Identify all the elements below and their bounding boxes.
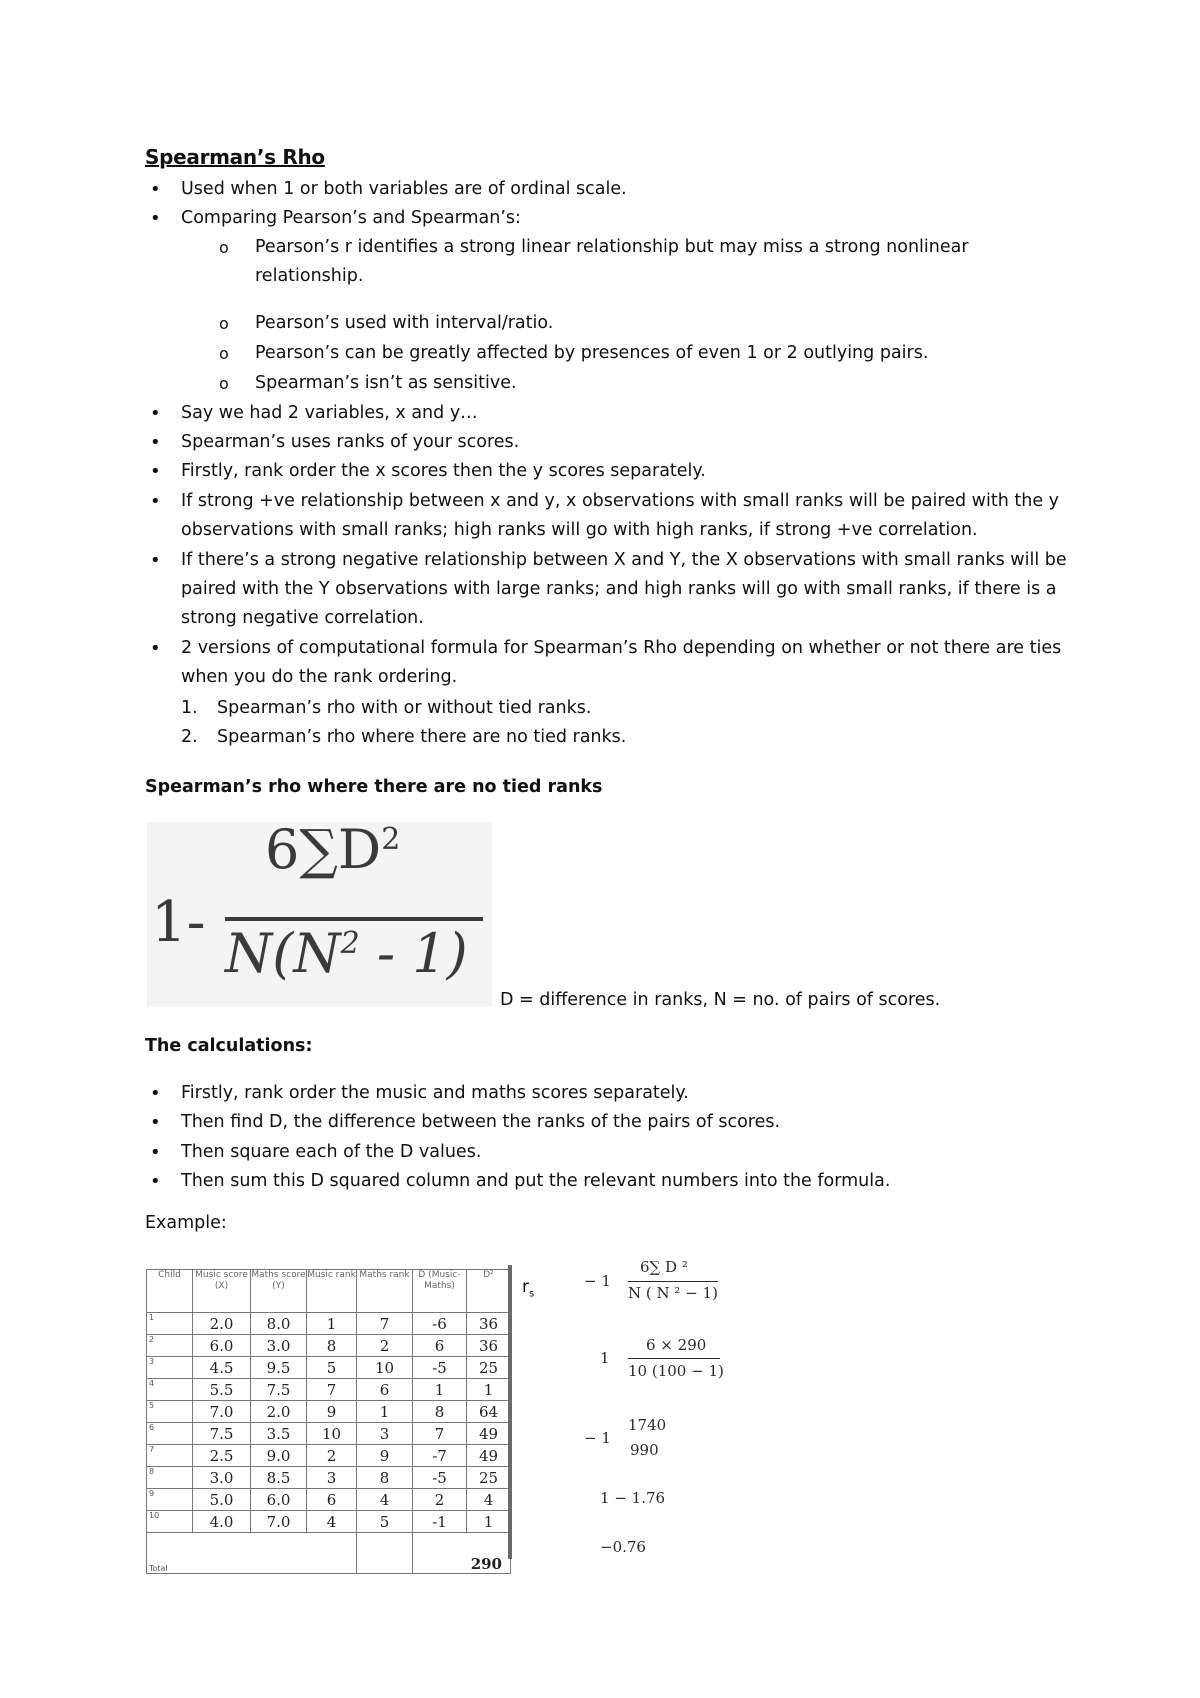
bullet-text: Firstly, rank order the x scores then the y scores separately.	[181, 461, 706, 481]
sub-bullet-text: Spearman’s isn’t as sensitive.	[255, 373, 517, 393]
table-cell: 4.5	[193, 1357, 251, 1379]
table-header-cell: Child	[147, 1270, 193, 1313]
table-row	[147, 1467, 511, 1489]
table-cell: 6	[357, 1379, 413, 1401]
table-cell: 7.5	[193, 1423, 251, 1445]
derivation-step1-bar	[628, 1281, 718, 1282]
table-total-value: 290	[413, 1533, 511, 1574]
table-child-cell: 7	[147, 1445, 193, 1467]
table-cell: 4	[357, 1489, 413, 1511]
section-heading-calculations: The calculations:	[145, 1036, 313, 1056]
sub-bullet-marker: o	[219, 374, 229, 393]
table-cell: 6	[307, 1489, 357, 1511]
table-child-cell: 2	[147, 1335, 193, 1357]
calc-table	[146, 1269, 511, 1574]
table-cell: 5	[307, 1357, 357, 1379]
table-cell: 2	[413, 1489, 467, 1511]
table-cell: 2	[307, 1445, 357, 1467]
bullet-text: Then square each of the D values.	[181, 1142, 482, 1162]
derivation-step1-lead: − 1	[584, 1272, 611, 1290]
table-edge	[508, 1265, 512, 1559]
bullet-text: Spearman’s uses ranks of your scores.	[181, 432, 520, 452]
derivation-step2-denominator: 10 (100 − 1)	[628, 1362, 724, 1380]
table-cell: 1	[307, 1313, 357, 1335]
table-header-cell: Music rank	[307, 1270, 357, 1313]
table-cell: 7	[413, 1423, 467, 1445]
rs-label	[522, 1277, 534, 1299]
bullet-marker: •	[150, 638, 161, 659]
table-cell: 10	[307, 1423, 357, 1445]
bullet-marker: •	[150, 208, 161, 229]
table-cell: 49	[467, 1423, 511, 1445]
formula-caption: D = difference in ranks, N = no. of pairs of scores.	[500, 990, 941, 1010]
spearman-formula-image	[147, 818, 492, 1007]
table-row	[147, 1423, 511, 1445]
bullet-marker: •	[150, 1083, 161, 1104]
table-cell: 3	[307, 1467, 357, 1489]
table-header-row	[147, 1270, 511, 1313]
derivation-step2-lead: 1	[600, 1349, 610, 1367]
table-cell: 36	[467, 1313, 511, 1335]
bullet-marker: •	[150, 403, 161, 424]
table-cell: 9	[357, 1445, 413, 1467]
formula-denominator-exponent: 2	[340, 926, 360, 961]
table-total-spacer	[357, 1533, 413, 1574]
table-row	[147, 1511, 511, 1533]
table-row	[147, 1335, 511, 1357]
bullet-marker: •	[150, 1142, 161, 1163]
bullet-marker: •	[150, 179, 161, 200]
bullet-text: Used when 1 or both variables are of ordinal scale.	[181, 179, 627, 199]
table-total-label: Total	[147, 1533, 357, 1574]
formula-denominator-text: N(N	[225, 922, 341, 985]
table-child-cell: 8	[147, 1467, 193, 1489]
section-heading-no-ties: Spearman’s rho where there are no tied ranks	[145, 777, 603, 797]
formula-numerator	[265, 818, 400, 881]
table-cell: 1	[357, 1401, 413, 1423]
example-table	[146, 1269, 510, 1573]
number-marker: 1.	[181, 698, 198, 718]
table-cell: 8	[357, 1467, 413, 1489]
rs-symbol: r	[522, 1277, 529, 1297]
derivation-step3-lead: − 1	[584, 1429, 611, 1447]
sub-bullet-marker: o	[219, 238, 229, 257]
table-cell: 6.0	[193, 1335, 251, 1357]
table-child-cell: 1	[147, 1313, 193, 1335]
table-cell: 10	[357, 1357, 413, 1379]
table-header-cell: D²	[467, 1270, 511, 1313]
table-cell: 3.0	[251, 1335, 307, 1357]
table-cell: 2	[357, 1335, 413, 1357]
table-child-cell: 9	[147, 1489, 193, 1511]
table-cell: 25	[467, 1357, 511, 1379]
table-cell: 49	[467, 1445, 511, 1467]
bullet-marker: •	[150, 550, 161, 571]
sub-bullet-text: Pearson’s can be greatly affected by presences of even 1 or 2 outlying pairs.	[255, 343, 929, 363]
table-cell: -1	[413, 1511, 467, 1533]
sub-bullet-text: Pearson’s used with interval/ratio.	[255, 313, 554, 333]
table-child-cell: 4	[147, 1379, 193, 1401]
table-cell: 5.5	[193, 1379, 251, 1401]
table-cell: 4	[467, 1489, 511, 1511]
table-child-cell: 3	[147, 1357, 193, 1379]
derivation-step1-denominator: N ( N ² − 1)	[628, 1284, 718, 1302]
bullet-text: Then find D, the difference between the ranks of the pairs of scores.	[181, 1112, 781, 1132]
table-cell: 6.0	[251, 1489, 307, 1511]
table-cell: 3	[357, 1423, 413, 1445]
table-cell: 9.5	[251, 1357, 307, 1379]
table-cell: 25	[467, 1467, 511, 1489]
bullet-text: Then sum this D squared column and put the relevant numbers into the formula.	[181, 1171, 891, 1191]
formula-fraction-bar	[225, 917, 483, 921]
bullet-marker: •	[150, 1171, 161, 1192]
table-row	[147, 1489, 511, 1511]
table-cell: 2.5	[193, 1445, 251, 1467]
table-header-cell: Music score (X)	[193, 1270, 251, 1313]
table-cell: 8	[413, 1401, 467, 1423]
bullet-marker: •	[150, 432, 161, 453]
derivation-step4: 1 − 1.76	[600, 1489, 666, 1507]
formula-denominator	[225, 922, 468, 985]
example-label: Example:	[145, 1213, 227, 1233]
table-cell: 7.0	[251, 1511, 307, 1533]
table-cell: 5.0	[193, 1489, 251, 1511]
bullet-marker: •	[150, 461, 161, 482]
bullet-text: Say we had 2 variables, x and y…	[181, 403, 478, 423]
derivation-step3-numerator: 1740	[628, 1416, 667, 1434]
table-cell: 5	[357, 1511, 413, 1533]
sub-bullet-marker: o	[219, 344, 229, 363]
sub-bullet-marker: o	[219, 314, 229, 333]
derivation-step3-denominator: 990	[630, 1441, 659, 1459]
page-title: Spearman’s Rho	[145, 145, 325, 169]
bullet-text: If there’s a strong negative relationship between X and Y, the X observations with small ranks will be paired with the Y observations with large ranks; and high ranks will go with small ranks, if there is a strong negative correlation.	[181, 550, 1067, 628]
table-cell: 8	[307, 1335, 357, 1357]
bullet-text: 2 versions of computational formula for Spearman’s Rho depending on whether or not there are ties when you do the rank ordering.	[181, 638, 1062, 687]
table-cell: 64	[467, 1401, 511, 1423]
derivation-step2-numerator: 6 × 290	[646, 1336, 707, 1354]
table-child-cell: 6	[147, 1423, 193, 1445]
table-header-cell: D (Music-Maths)	[413, 1270, 467, 1313]
sub-bullet-text: Pearson’s r identifies a strong linear relationship but may miss a strong nonlinear relationship.	[255, 237, 969, 286]
table-cell: 4.0	[193, 1511, 251, 1533]
table-cell: 1	[467, 1511, 511, 1533]
table-cell: -6	[413, 1313, 467, 1335]
table-cell: 3.5	[251, 1423, 307, 1445]
table-cell: 4	[307, 1511, 357, 1533]
table-row	[147, 1445, 511, 1467]
table-row	[147, 1379, 511, 1401]
bullet-text: Comparing Pearson’s and Spearman’s:	[181, 208, 521, 228]
table-child-cell: 10	[147, 1511, 193, 1533]
bullet-marker: •	[150, 1112, 161, 1133]
table-cell: 2.0	[251, 1401, 307, 1423]
table-cell: 7.5	[251, 1379, 307, 1401]
table-row	[147, 1401, 511, 1423]
numbered-text: Spearman’s rho where there are no tied ranks.	[217, 727, 627, 747]
table-cell: 9.0	[251, 1445, 307, 1467]
table-cell: -5	[413, 1467, 467, 1489]
table-header-cell: Maths rank	[357, 1270, 413, 1313]
table-cell: 2.0	[193, 1313, 251, 1335]
table-cell: 6	[413, 1335, 467, 1357]
table-total-row	[147, 1533, 511, 1574]
table-cell: 1	[467, 1379, 511, 1401]
table-cell: 3.0	[193, 1467, 251, 1489]
table-row	[147, 1313, 511, 1335]
table-cell: 8.0	[251, 1313, 307, 1335]
bullet-text: Firstly, rank order the music and maths scores separately.	[181, 1083, 689, 1103]
derivation-step1-numerator: 6∑ D ²	[640, 1258, 688, 1276]
table-cell: 1	[413, 1379, 467, 1401]
bullet-marker: •	[150, 491, 161, 512]
table-cell: 7	[307, 1379, 357, 1401]
rs-subscript: s	[529, 1288, 535, 1300]
table-row	[147, 1357, 511, 1379]
table-cell: 7	[357, 1313, 413, 1335]
formula-one-minus: 1-	[151, 890, 206, 955]
derivation-step2-bar	[628, 1358, 720, 1359]
table-cell: -5	[413, 1357, 467, 1379]
table-child-cell: 5	[147, 1401, 193, 1423]
table-cell: 36	[467, 1335, 511, 1357]
formula-numerator-exponent: 2	[381, 822, 401, 857]
formula-denominator-end: - 1)	[359, 922, 468, 985]
table-header-cell: Maths score (Y)	[251, 1270, 307, 1313]
derivation-result: −0.76	[600, 1538, 646, 1556]
bullet-text: If strong +ve relationship between x and y, x observations with small ranks will be paired with the y observations with small ranks; high ranks will go with high ranks, if strong +ve correlation.	[181, 491, 1059, 540]
table-cell: 7.0	[193, 1401, 251, 1423]
number-marker: 2.	[181, 727, 198, 747]
table-cell: 9	[307, 1401, 357, 1423]
formula-numerator-text: 6∑D	[265, 818, 382, 881]
table-cell: 8.5	[251, 1467, 307, 1489]
table-cell: -7	[413, 1445, 467, 1467]
numbered-text: Spearman’s rho with or without tied ranks.	[217, 698, 592, 718]
